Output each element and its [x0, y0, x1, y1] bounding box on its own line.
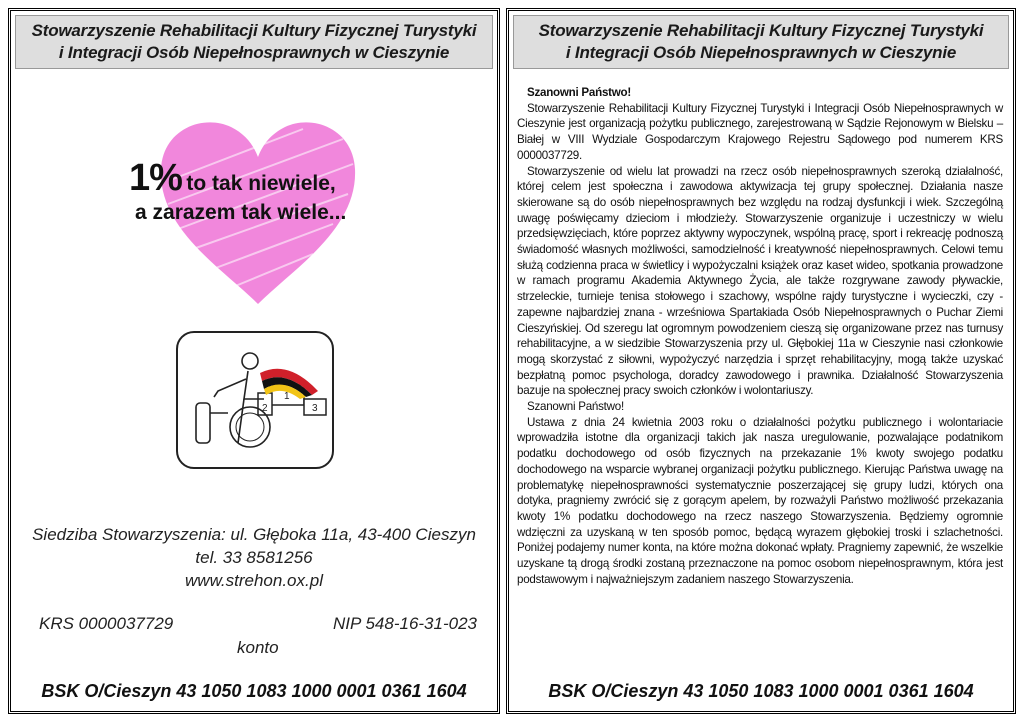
left-panel [8, 8, 500, 714]
slogan-line1 [129, 157, 336, 200]
right-panel [506, 8, 1016, 714]
letter-body [517, 85, 1003, 588]
paragraph-one-percent: Ustawa z dnia 24 kwietnia 2003 roku o działalności pożytku publicznego i wolontariacie wprowadziła istotne dla organizacji takich jak nasza uregulowanie, pozwalające podatnikom podatku dochodowego od osób fizycznych na przekazanie 1% kwoty swojego podatku dochodowego na wsparcie wybranej organizacji pożytku publicznego. Kierując Państwa uwagę na problematykę niepełnosprawności systematycznie poszerzającej się grupy ludzi, których ona dotyka, pragniemy zwrócić się z gorącym apelem, by rozważyli Państwo możliwość przekazania kwoty 1% podatku dochodowego na rzecz naszego Stowarzyszenia. Będziemy ogromnie wdzięczni za uzyskaną w ten sposób pomoc, będącą wyrazem głębokiej troski i szlachetności. Poniżej podajemy numer konta, na które można dokonać wpłaty. Pragniemy zapewnić, że wszelkie uzyskane tą drogą środki zostaną przeznaczone na pomoc osobom niepełnosprawnym, która jest podstawowym i najważniejszym zadaniem naszego Stowarzyszenia. [517, 415, 1003, 586]
header-line1: Stowarzyszenie Rehabilitacji Kultury Fizycznej Turystyki [538, 21, 984, 40]
slogan-line2: a zarazem tak wiele... [135, 201, 347, 224]
slogan-line1-rest: to tak niewiele, [186, 172, 336, 195]
podium-label-1: 1 [284, 391, 290, 402]
bank-account-number: BSK O/Cieszyn 43 1050 1083 1000 0001 0361 1604 [548, 681, 974, 701]
left-header [15, 15, 493, 69]
header-line2: i Integracji Osób Niepełnosprawnych w Cieszynie [58, 43, 450, 62]
association-logo [176, 331, 334, 469]
address-line: Siedziba Stowarzyszenia: ul. Głęboka 11a, 43-400 Cieszyn [32, 525, 476, 544]
greeting-second: Szanowni Państwo! [527, 400, 624, 414]
right-header [513, 15, 1009, 69]
phone-line: tel. 33 8581256 [195, 548, 313, 567]
greeting-first: Szanowni Państwo! [527, 86, 631, 99]
krs-number: KRS 0000037729 [39, 614, 174, 633]
header-line2: i Integracji Osób Niepełnosprawnych w Cieszynie [565, 43, 957, 62]
nip-number: NIP 548-16-31-023 [333, 614, 477, 633]
account-label: konto [237, 638, 279, 657]
paragraph-registration: Stowarzyszenie Rehabilitacji Kultury Fizycznej Turystyki i Integracji Osób Niepełnosprawnych w Cieszynie jest organizacją pożytku publicznego, zarejestrowaną w Sądzie Rejonowym w Bielsku – Białej w VIII Wydziale Gospodarczym Krajowego Rejestru Sądowego pod numerem KRS 0000037729. [517, 101, 1003, 162]
bank-account-number: BSK O/Cieszyn 43 1050 1083 1000 0001 0361 1604 [41, 681, 467, 701]
podium-label-2: 2 [262, 403, 268, 414]
podium-label-3: 3 [312, 403, 318, 414]
slogan-percent: 1% [129, 157, 182, 199]
paragraph-activities: Stowarzyszenie od wielu lat prowadzi na rzecz osób niepełnosprawnych szeroką działalność, której celem jest społeczna i zawodowa aktywizacja tej grupy społecznej. Działania nasze skierowane są do osób niepełnosprawnych bez względu na rodzaj dysfunkcji i wiek. Szczególną uwagę poświęcamy dzieciom i młodzieży. Stowarzyszenie organizuje i uczestniczy w wielu przedsięwzięciach, które poprzez aktywny wypoczynek, wspólną pracę, sport i rekreację podnoszą świadomość własnych możliwości, samodzielność i kreatywność niepełnosprawnych. Celowi temu służą codzienna praca w świetlicy i wypożyczalni książek oraz kaset wideo, spotkania prowadzone w ramach programu Akademia Aktywnego Życia, ale także rozgrywane zawody pływackie, strzeleckie, turnieje tenisa stołowego i szachowy, wspólne rajdy turystyczne i wycieczki, czy - zapewne najbardziej znana - wrześniowa Spartakiada Osób Niepełnosprawnych o Puchar Ziemi Cieszyńskiej. Od szeregu lat ogromnym powodzeniem cieszą się organizowane przez nas turnusy rehabilitacyjne, a w siedzibie Stowarzyszenia przy ul. Głębokiej 11a w Cieszynie nasi członkowie mogą skorzystać z siłowni, wypożyczyć narzędzia i sprzęt rehabilitacyjny, mogą także uzyskać bezpłatną pomoc psychologa, doradcy zawodowego i prawnika. Działalność Stowarzyszenia bazuje na społecznej pracy swoich członków i wolontariuszy. [517, 164, 1003, 398]
header-line1: Stowarzyszenie Rehabilitacji Kultury Fizycznej Turystyki [31, 21, 477, 40]
wheelchair-podium-icon [178, 333, 332, 467]
website-link[interactable]: www.strehon.ox.pl [185, 571, 323, 590]
